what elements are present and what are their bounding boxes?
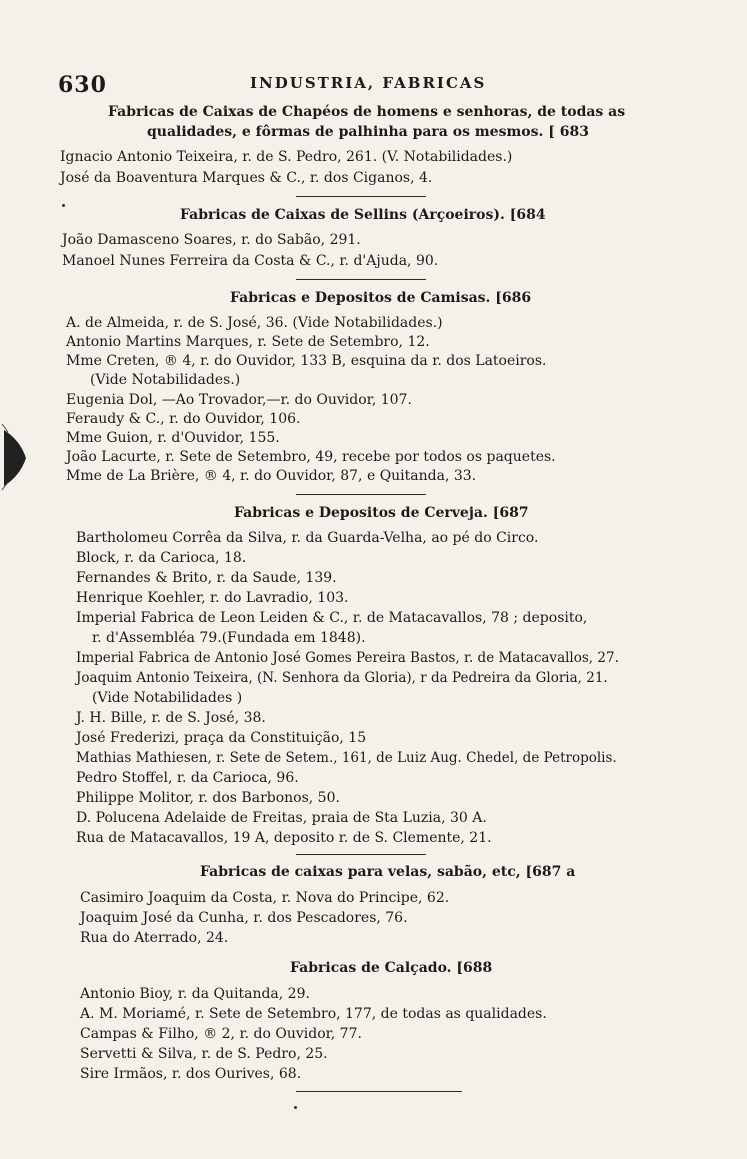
section-divider xyxy=(296,1091,462,1092)
list-item: Feraudy & C., r. do Ouvidor, 106. xyxy=(66,411,301,427)
running-head: INDUSTRIA, FABRICAS xyxy=(250,74,487,92)
list-item: Campas & Filho, ® 2, r. do Ouvidor, 77. xyxy=(80,1026,362,1042)
list-item: (Vide Notabilidades ) xyxy=(92,690,243,706)
section-heading-684: Fabricas de Caixas de Sellins (Arçoeiros). [684 xyxy=(180,207,546,223)
list-item: Fernandes & Brito, r. da Saude, 139. xyxy=(76,570,337,586)
list-item: Rua de Matacavallos, 19 A, deposito r. de S. Clemente, 21. xyxy=(76,830,492,846)
section-divider xyxy=(296,196,426,197)
list-item: Philippe Molitor, r. dos Barbonos, 50. xyxy=(76,790,340,806)
list-item: Joaquim Antonio Teixeira, (N. Senhora da Gloria), r da Pedreira da Gloria, 21. xyxy=(76,670,608,686)
section-divider xyxy=(296,494,426,495)
binding-mark-icon xyxy=(0,420,30,495)
list-item: Sire Irmãos, r. dos Ourives, 68. xyxy=(80,1066,302,1082)
list-item: Bartholomeu Corrêa da Silva, r. da Guarda-Velha, ao pé do Circo. xyxy=(76,530,539,546)
list-item: Casimiro Joaquim da Costa, r. Nova do Principe, 62. xyxy=(80,890,450,906)
list-item: Mathias Mathiesen, r. Sete de Setem., 161, de Luiz Aug. Chedel, de Petropolis. xyxy=(76,750,617,766)
section-divider xyxy=(296,279,426,280)
list-item: José da Boaventura Marques & C., r. dos Ciganos, 4. xyxy=(60,170,433,186)
section-divider xyxy=(296,854,426,855)
list-item: Antonio Martins Marques, r. Sete de Setembro, 12. xyxy=(66,334,430,350)
section-heading-683-line1: Fabricas de Caixas de Chapéos de homens e senhoras, de todas as xyxy=(108,104,626,120)
list-item: Mme Creten, ® 4, r. do Ouvidor, 133 B, esquina da r. dos Latoeiros. xyxy=(66,353,547,369)
list-item: Manoel Nunes Ferreira da Costa & C., r. d'Ajuda, 90. xyxy=(62,253,439,269)
list-item: Eugenia Dol, —Ao Trovador,—r. do Ouvidor, 107. xyxy=(66,392,412,408)
page-number: 630 xyxy=(58,72,107,98)
list-item: Imperial Fabrica de Leon Leiden & C., r. de Matacavallos, 78 ; deposito, xyxy=(76,610,588,626)
section-heading-683-line2: qualidades, e fôrmas de palhinha para os mesmos. [ 683 xyxy=(147,124,589,140)
list-item: José Frederizi, praça da Constituição, 15 xyxy=(76,730,367,746)
list-item: (Vide Notabilidades.) xyxy=(90,372,241,388)
list-item: Antonio Bioy, r. da Quitanda, 29. xyxy=(80,986,310,1002)
list-item: Mme Guion, r. d'Ouvidor, 155. xyxy=(66,430,280,446)
ink-speck xyxy=(294,1106,297,1109)
list-item: Servetti & Silva, r. de S. Pedro, 25. xyxy=(80,1046,328,1062)
list-item: Imperial Fabrica de Antonio José Gomes Pereira Bastos, r. de Matacavallos, 27. xyxy=(76,650,619,666)
list-item: A. M. Moriamé, r. Sete de Setembro, 177, de todas as qualidades. xyxy=(80,1006,547,1022)
section-heading-687: Fabricas e Depositos de Cerveja. [687 xyxy=(234,505,529,521)
list-item: Henrique Koehler, r. do Lavradio, 103. xyxy=(76,590,349,606)
list-item: João Lacurte, r. Sete de Setembro, 49, recebe por todos os paquetes. xyxy=(66,449,556,465)
list-item: Rua do Aterrado, 24. xyxy=(80,930,229,946)
list-item: Ignacio Antonio Teixeira, r. de S. Pedro, 261. (V. Notabilidades.) xyxy=(60,149,513,165)
section-heading-687a: Fabricas de caixas para velas, sabão, etc, [687 a xyxy=(200,864,576,880)
list-item: Joaquim José da Cunha, r. dos Pescadores, 76. xyxy=(80,910,408,926)
list-item: João Damasceno Soares, r. do Sabão, 291. xyxy=(62,232,361,248)
list-item: D. Polucena Adelaide de Freitas, praia de Sta Luzia, 30 A. xyxy=(76,810,487,826)
section-heading-688: Fabricas de Calçado. [688 xyxy=(290,960,493,976)
list-item: r. d'Assembléa 79.(Fundada em 1848). xyxy=(92,630,366,646)
list-item: A. de Almeida, r. de S. José, 36. (Vide Notabilidades.) xyxy=(66,315,443,331)
ink-speck xyxy=(62,204,65,207)
list-item: Mme de La Brière, ® 4, r. do Ouvidor, 87, e Quitanda, 33. xyxy=(66,468,477,484)
list-item: Pedro Stoffel, r. da Carioca, 96. xyxy=(76,770,299,786)
list-item: J. H. Bille, r. de S. José, 38. xyxy=(76,710,266,726)
section-heading-686: Fabricas e Depositos de Camisas. [686 xyxy=(230,290,532,306)
list-item: Block, r. da Carioca, 18. xyxy=(76,550,247,566)
